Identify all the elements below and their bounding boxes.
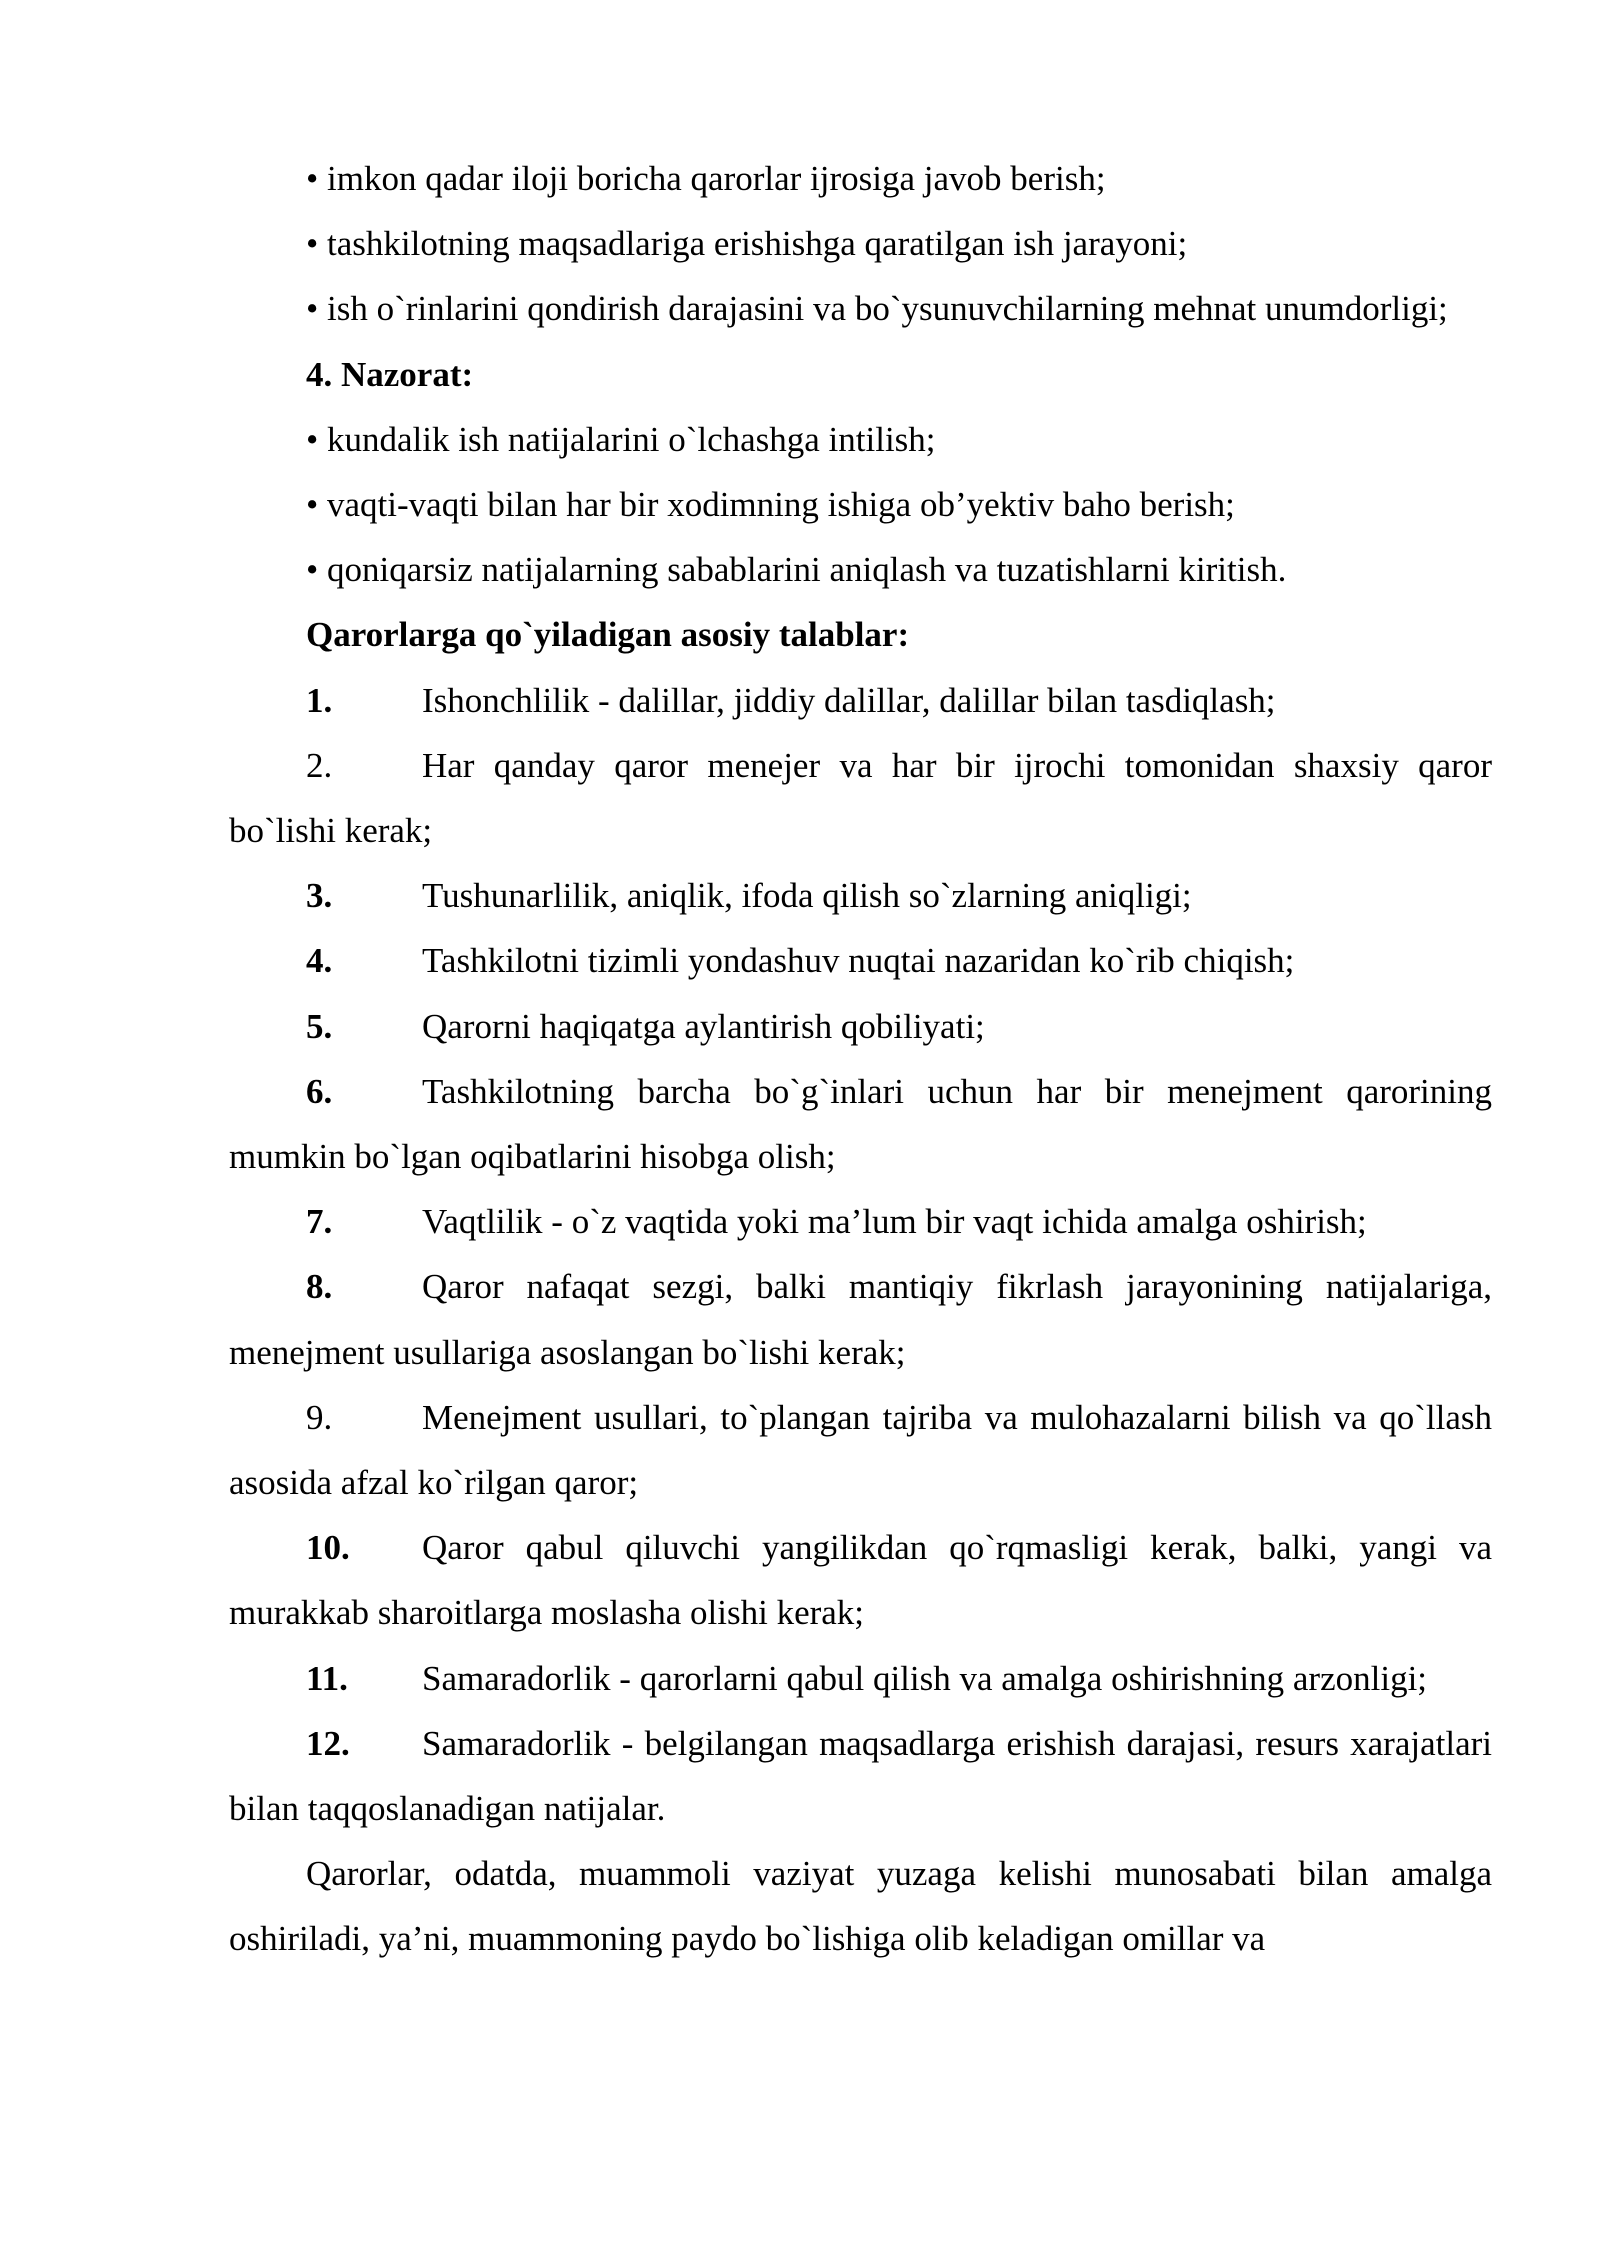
closing-paragraph: Qarorlar, odatda, muammoli vaziyat yuzaga kelishi munosabati bilan amalga oshiriladi, ya’ni, muammoning paydo bo`lishiga olib keladigan omillar va <box>229 1854 1492 1959</box>
requirement-text: Menejment usullari, to`plangan tajriba va mulohazalarni bilish va qo`llash asosida afzal ko`rilgan qaror; <box>229 1397 1492 1503</box>
requirement-number: 12. <box>306 1723 350 1763</box>
bullet-text: imkon qadar iloji boricha qarorlar ijrosiga javob berish; <box>327 159 1106 198</box>
requirement-number: 8. <box>306 1267 333 1307</box>
requirement-number: 11. <box>306 1658 348 1698</box>
requirement-text: Qarorni haqiqatga aylantirish qobiliyati; <box>422 1006 985 1046</box>
requirement-text: Qaror nafaqat sezgi, balki mantiqiy fikrlash jarayonining natijalariga, menejment usullariga asoslangan bo`lishi kerak; <box>229 1267 1492 1372</box>
requirement-text: Har qanday qaror menejer va har bir ijrochi tomonidan shaxsiy qaror bo`lishi kerak; <box>229 745 1492 851</box>
document-body <box>229 146 1492 1972</box>
bullet-text: ish o`rinlarini qondirish darajasini va bo`ysunuvchilarning mehnat unumdorligi; <box>327 289 1448 329</box>
requirement-number: 5. <box>306 1006 333 1046</box>
bullet-symbol: • <box>306 485 319 525</box>
requirement-number: 9. <box>306 1397 333 1437</box>
requirement-item <box>229 1646 1492 1711</box>
requirement-item <box>229 668 1492 733</box>
requirement-item <box>229 863 1492 928</box>
requirements-list <box>229 668 1492 1842</box>
bullet-item <box>229 146 1492 211</box>
bullet-item <box>229 211 1492 276</box>
bullet-symbol: • <box>306 159 319 198</box>
requirement-number: 1. <box>306 680 333 720</box>
requirement-text: Samaradorlik - belgilangan maqsadlarga erishish darajasi, resurs xarajatlari bilan taqqoslanadigan natijalar. <box>229 1723 1492 1829</box>
requirement-number: 4. <box>306 941 333 981</box>
bullet-item <box>229 537 1492 602</box>
bullet-symbol: • <box>306 419 319 459</box>
requirement-number: 3. <box>306 876 333 916</box>
bullet-text: vaqti-vaqti bilan har bir xodimning ishiga ob’yektiv baho berish; <box>327 485 1235 525</box>
requirement-item <box>229 1189 1492 1254</box>
requirement-text: Tashkilotni tizimli yondashuv nuqtai nazaridan ko`rib chiqish; <box>422 941 1295 981</box>
requirement-text: Tashkilotning barcha bo`g`inlari uchun har bir menejment qarorining mumkin bo`lgan oqibatlarini hisobga olish; <box>229 1071 1492 1177</box>
bullet-symbol: • <box>306 289 319 329</box>
requirement-text: Samaradorlik - qarorlarni qabul qilish va amalga oshirishning arzonligi; <box>422 1658 1428 1698</box>
requirement-number: 7. <box>306 1202 333 1242</box>
requirement-item <box>229 1254 1492 1384</box>
requirement-number: 10. <box>306 1528 350 1568</box>
bullet-item <box>229 276 1492 341</box>
requirement-text: Vaqtlilik - o`z vaqtida yoki ma’lum bir vaqt ichida amalga oshirish; <box>422 1202 1367 1242</box>
requirement-item <box>229 733 1492 863</box>
bullet-symbol: • <box>306 224 319 264</box>
requirement-item <box>229 1059 1492 1189</box>
requirements-heading: Qarorlarga qo`yiladigan asosiy talablar: <box>306 615 910 655</box>
bullet-item <box>229 472 1492 537</box>
bullet-text: kundalik ish natijalarini o`lchashga intilish; <box>327 419 936 459</box>
requirement-number: 2. <box>306 745 333 785</box>
requirement-text: Qaror qabul qiluvchi yangilikdan qo`rqmasligi kerak, balki, yangi va murakkab sharoitlarga moslasha olishi kerak; <box>229 1528 1492 1633</box>
bullet-text: qoniqarsiz natijalarning sabablarini aniqlash va tuzatishlarni kiritish. <box>327 550 1287 590</box>
requirement-text: Tushunarlilik, aniqlik, ifoda qilish so`zlarning aniqligi; <box>422 876 1192 916</box>
nazorat-heading: 4. Nazorat: <box>306 354 474 394</box>
requirement-item <box>229 1385 1492 1515</box>
requirement-item <box>229 928 1492 993</box>
bullet-symbol: • <box>306 550 319 590</box>
requirement-number: 6. <box>306 1071 333 1111</box>
bullet-item <box>229 407 1492 472</box>
bullet-text: tashkilotning maqsadlariga erishishga qaratilgan ish jarayoni; <box>327 224 1188 264</box>
requirement-text: Ishonchlilik - dalillar, jiddiy dalillar, dalillar bilan tasdiqlash; <box>422 680 1276 720</box>
requirement-item <box>229 1711 1492 1841</box>
requirement-item <box>229 994 1492 1059</box>
requirement-item <box>229 1515 1492 1645</box>
